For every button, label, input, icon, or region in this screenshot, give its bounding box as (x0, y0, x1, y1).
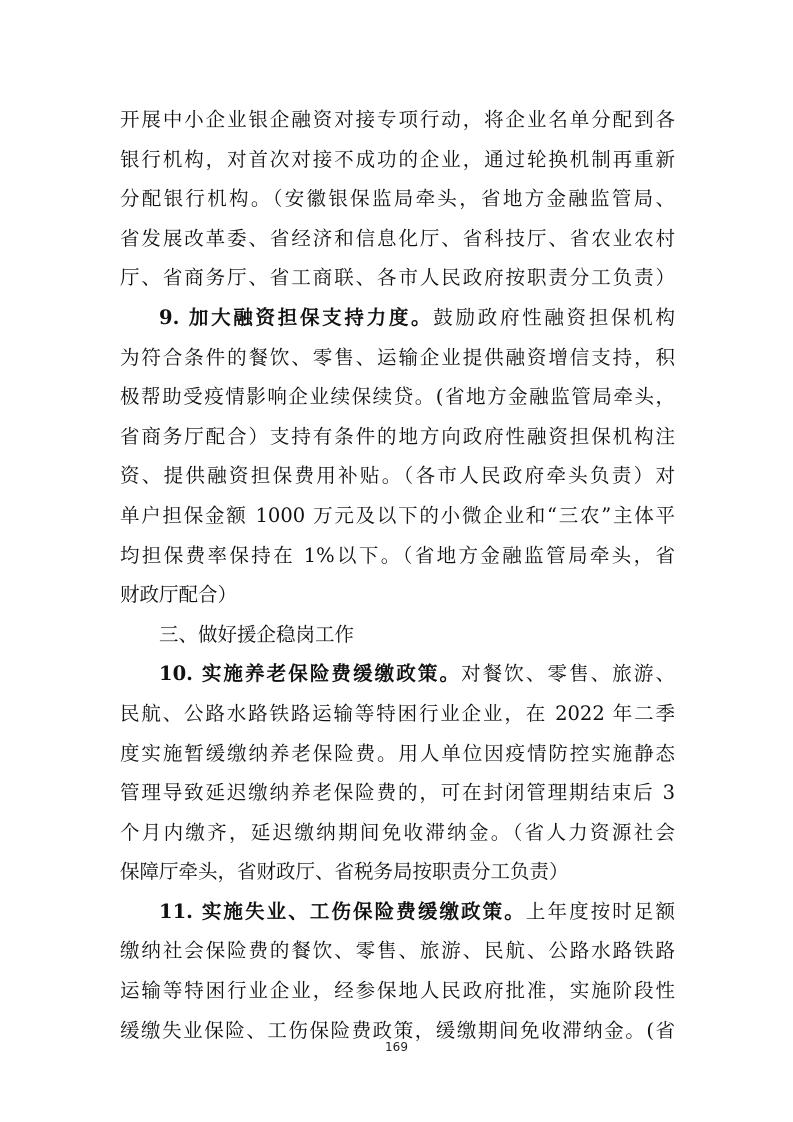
text-line: 个月内缴齐，延迟缴纳期间免收滞纳金。（省人力资源社会 (120, 820, 675, 844)
text-line: 开展中小企业银企融资对接专项行动，将企业名单分配到各 (120, 108, 675, 131)
text-line: 缴纳社会保险费的餐饮、零售、旅游、民航、公路水路铁路 (120, 939, 675, 963)
text-line: 厅、省商务厅、省工商联、各市人民政府按职责分工负责） (120, 266, 675, 290)
text-line: 极帮助受疫情影响企业续保续贷。(省地方金融监管局牵头， (120, 385, 675, 409)
body-text (120, 100, 675, 1050)
item-9-title: 9. 加大融资担保支持力度。 (159, 305, 434, 329)
text-line: 资、提供融资担保费用补贴。（各市人民政府牵头负责）对 (120, 464, 675, 488)
text-line: 缓缴失业保险、工伤保险费政策，缓缴期间免收滞纳金。(省 (120, 1018, 675, 1042)
item-9-heading-line: 9. 加大融资担保支持力度。鼓励政府性融资担保机构 (159, 305, 675, 329)
text-line: 为符合条件的餐饮、零售、运输企业提供融资增信支持，积 (120, 345, 675, 369)
text-line: 单户担保金额 1000 万元及以下的小微企业和“三农”主体平 (120, 503, 675, 527)
text-line: 运输等特困行业企业，经参保地人民政府批准，实施阶段性 (120, 979, 675, 1003)
item-11-heading-line: 11. 实施失业、工伤保险费缓缴政策。上年度按时足额 (159, 899, 675, 923)
item-10-heading-line: 10. 实施养老保险费缓缴政策。对餐饮、零售、旅游、 (159, 662, 675, 686)
text-line: 管理导致延迟缴纳养老保险费的，可在封闭管理期结束后 3 (120, 781, 675, 805)
text-line: 银行机构，对首次对接不成功的企业，通过轮换机制再重新 (120, 147, 675, 171)
item-10-title: 10. 实施养老保险费缓缴政策。 (159, 662, 462, 686)
text-line: 省商务厅配合）支持有条件的地方向政府性融资担保机构注 (120, 424, 675, 448)
text-line: 财政厅配合） (120, 583, 238, 607)
text-line: 均担保费率保持在 1%以下。（省地方金融监管局牵头，省 (120, 543, 675, 567)
text-line: 度实施暂缓缴纳养老保险费。用人单位因疫情防控实施静态 (120, 741, 675, 765)
item-11-title: 11. 实施失业、工伤保险费缓缴政策。 (159, 899, 526, 923)
page-number: 169 (385, 1040, 408, 1054)
text-line: 省发展改革委、省经济和信息化厅、省科技厅、省农业农村 (120, 226, 675, 250)
text-line: 民航、公路水路铁路运输等特困行业企业，在 2022 年二季 (120, 701, 675, 725)
text-line: 保障厅牵头，省财政厅、省税务局按职责分工负责） (120, 860, 569, 884)
section-heading: 三、做好援企稳岗工作 (159, 622, 355, 646)
text-line: 分配银行机构。（安徽银保监局牵头，省地方金融监管局、 (120, 187, 675, 211)
